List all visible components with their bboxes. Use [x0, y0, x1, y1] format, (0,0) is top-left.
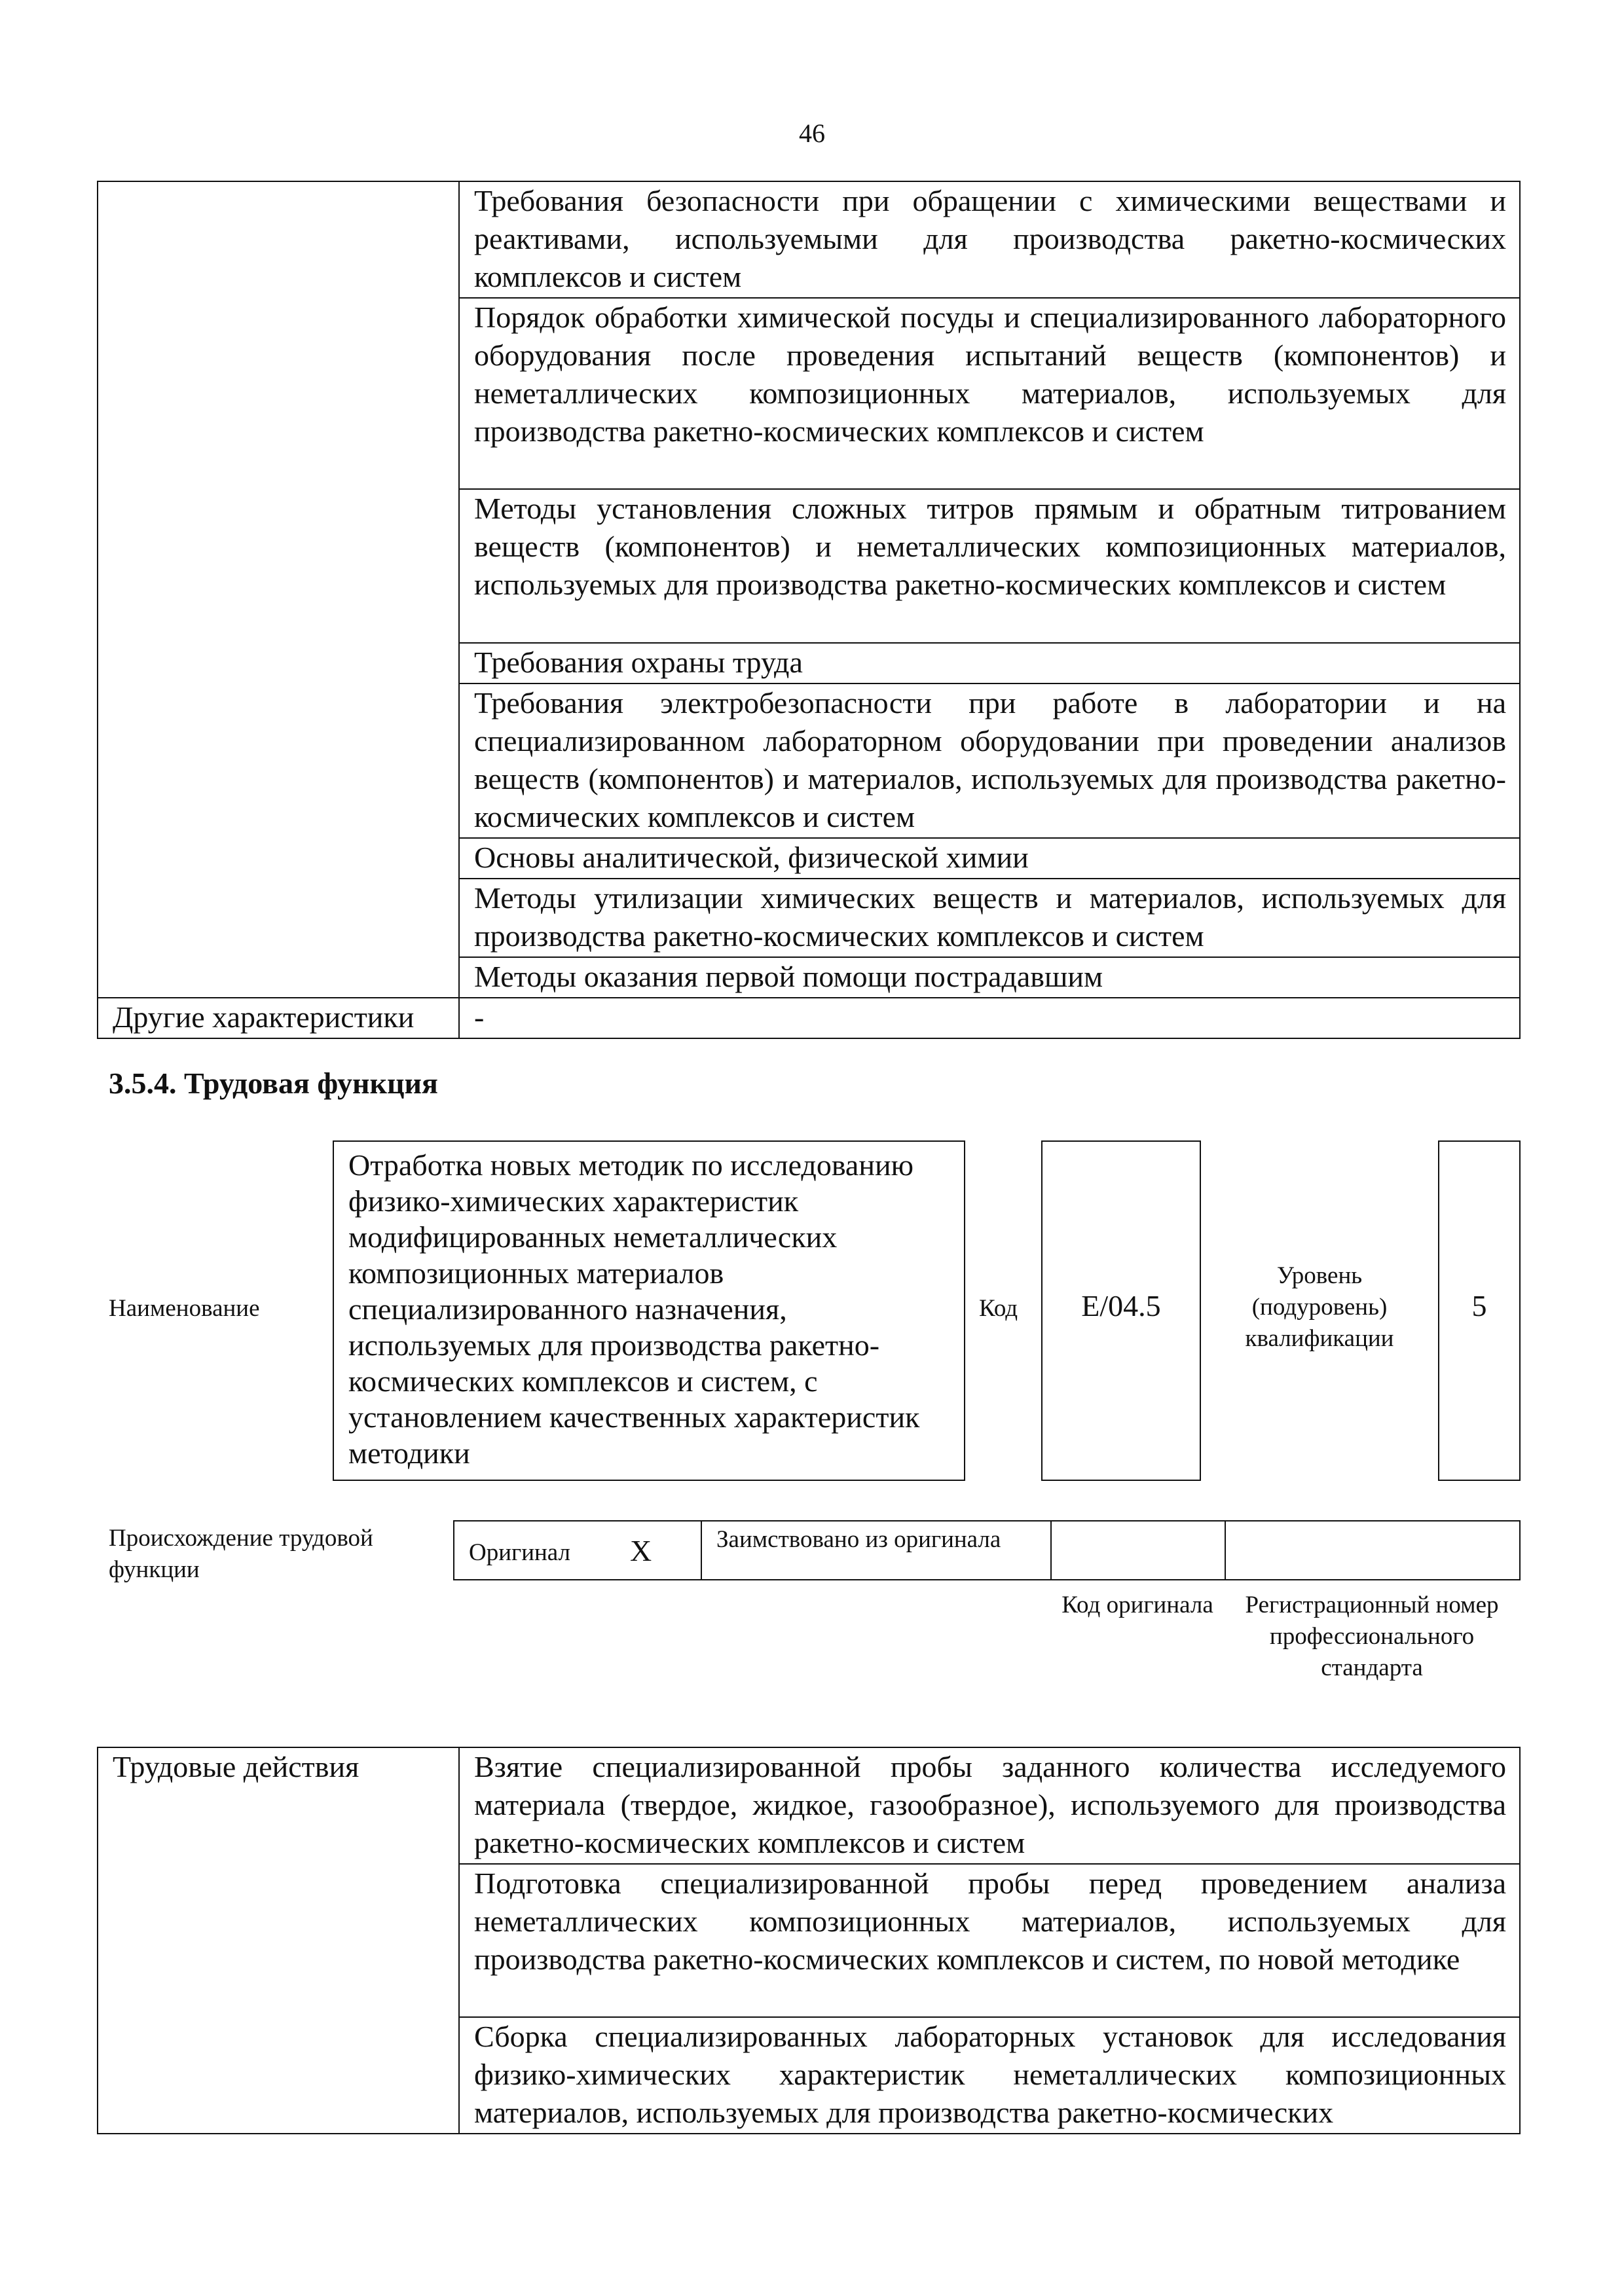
original-label: Оригинал: [469, 1539, 571, 1566]
name-label: Наименование: [109, 1295, 260, 1322]
table-row: [98, 1747, 1520, 1864]
level-label: Уровень (подуровень) квалификации: [1245, 1262, 1394, 1352]
page-number: 46: [799, 118, 825, 148]
borrowed-label: Заимствовано из оригинала: [716, 1526, 1001, 1553]
table-row: [98, 181, 1520, 298]
knowledge-cell: Требования охраны труда: [459, 643, 1520, 683]
knowledge-cell: Порядок обработки химической посуды и специализированного лабораторного оборудования после проведения испытаний веществ (компонентов) и неметаллических композиционных материалов, используемых для производства ракетно-космических комплексов и систем: [459, 298, 1520, 489]
origin-divider: [701, 1520, 702, 1580]
origin-divider: [1050, 1520, 1052, 1580]
level-value: 5: [1471, 1289, 1487, 1322]
level-box: [1438, 1140, 1521, 1481]
code-caption: Код оригинала: [1061, 1592, 1213, 1618]
section-heading: 3.5.4. Трудовая функция: [109, 1066, 438, 1100]
actions-table: [97, 1747, 1521, 2134]
original-mark: X: [630, 1534, 652, 1567]
code-value: E/04.5: [1081, 1289, 1161, 1322]
other-label-cell: Другие характеристики: [98, 998, 459, 1038]
knowledge-cell: Методы утилизации химических веществ и материалов, используемых для производства ракетно-космических комплексов и систем: [459, 879, 1520, 957]
reg-caption: Регистрационный номер профессионального стандарта: [1245, 1592, 1499, 1681]
function-name-text: Отработка новых методик по исследованию физико-химических характеристик модифицированных неметаллических композиционных материалов специализированного назначения, используемых для производства ракетно-космических комплексов и систем, с установлением качественных характеристик методики: [348, 1148, 920, 1470]
action-cell: Сборка специализированных лабораторных установок для исследования физико-химических характеристик неметаллических композиционных материалов, используемых для производства ракетно-космических: [459, 2017, 1520, 2134]
empty-label-cell: [98, 181, 459, 998]
action-cell: Подготовка специализированной пробы перед проведением анализа неметаллических композиционных материалов, используемых для производства ракетно-космических комплексов и систем, по новой методике: [459, 1864, 1520, 2017]
actions-label-cell: Трудовые действия: [98, 1747, 459, 2134]
origin-label: Происхождение трудовой функции: [109, 1525, 373, 1583]
code-box: [1041, 1140, 1201, 1481]
other-value-cell: -: [459, 998, 1520, 1038]
knowledge-table: [97, 181, 1521, 1039]
table-row: [98, 998, 1520, 1038]
knowledge-cell: Требования безопасности при обращении с химическими веществами и реактивами, используемыми для производства ракетно-космических комплексов и систем: [459, 181, 1520, 298]
knowledge-cell: Методы оказания первой помощи пострадавшим: [459, 957, 1520, 998]
action-cell: Взятие специализированной пробы заданного количества исследуемого материала (твердое, жидкое, газообразное), используемого для производства ракетно-космических комплексов и систем: [459, 1747, 1520, 1864]
knowledge-cell: Методы установления сложных титров прямым и обратным титрованием веществ (компонентов) и неметаллических композиционных материалов, используемых для производства ракетно-космических комплексов и систем: [459, 489, 1520, 643]
knowledge-cell: Основы аналитической, физической химии: [459, 838, 1520, 879]
origin-divider: [1225, 1520, 1226, 1580]
knowledge-cell: Требования электробезопасности при работе в лаборатории и на специализированном лабораторном оборудовании при проведении анализов веществ (компонентов) и материалов, используемых для производства ракетно-космических комплексов и систем: [459, 683, 1520, 838]
function-name-box: [333, 1140, 965, 1481]
code-label: Код: [979, 1295, 1018, 1322]
